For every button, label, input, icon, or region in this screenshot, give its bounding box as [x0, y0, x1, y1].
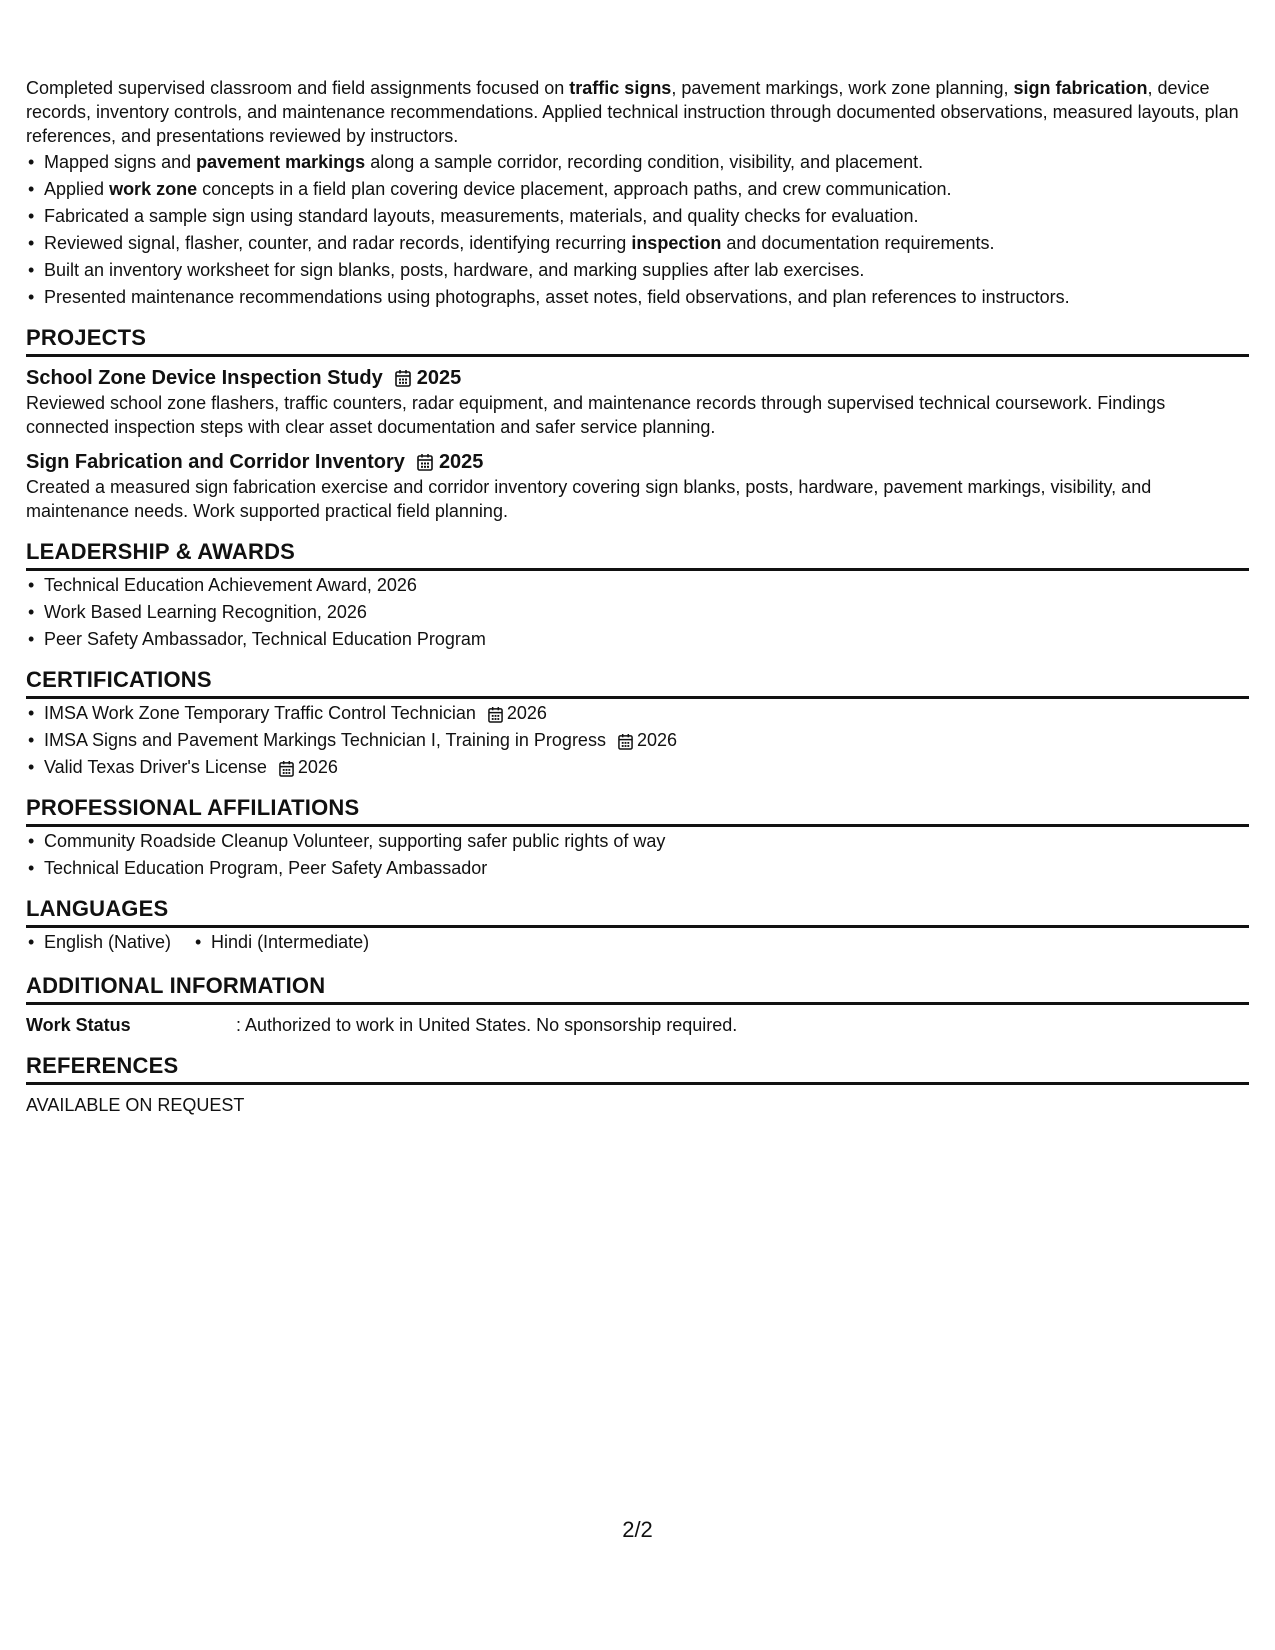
work-status-value: : Authorized to work in United States. No sponsorship required. — [236, 1015, 738, 1035]
list-item: • Technical Education Achievement Award, 2026 — [44, 573, 1249, 597]
text-run: Completed supervised classroom and field assignments focused on — [26, 78, 570, 98]
references-text: AVAILABLE ON REQUEST — [26, 1095, 245, 1115]
languages-section — [26, 896, 1249, 957]
list-item: • Peer Safety Ambassador, Technical Education Program — [44, 627, 1249, 651]
emphasized-text: sign fabrication — [1013, 78, 1148, 98]
text-run: Mapped signs and — [44, 152, 197, 172]
additional-info-section — [26, 973, 1249, 1037]
affiliations-heading: PROFESSIONAL AFFILIATIONS — [26, 795, 1249, 827]
text-run: concepts in a field plan covering device placement, approach paths, and crew communication. — [197, 179, 952, 199]
certifications-heading: CERTIFICATIONS — [26, 667, 1249, 699]
languages-list — [26, 930, 1249, 957]
experience-bullet — [44, 258, 1249, 282]
experience-summary — [26, 76, 1249, 148]
leadership-list — [26, 573, 1249, 651]
project-date: 2025 — [416, 367, 462, 389]
list-item: • English (Native) — [44, 930, 171, 954]
text-run: , pavement markings, work zone planning, — [671, 78, 1014, 98]
references-section — [26, 1053, 1249, 1117]
leadership-section — [26, 539, 1249, 651]
affiliations-list — [26, 829, 1249, 880]
project-title: Sign Fabrication and Corridor Inventory — [26, 451, 405, 473]
text-run: Presented maintenance recommendations using photographs, asset notes, field observations, and plan references to instructors. — [44, 287, 1070, 307]
list-item: • Technical Education Program, Peer Safety Ambassador — [44, 856, 1249, 880]
certification-date: 2026 — [636, 730, 677, 750]
experience-bullet — [44, 285, 1249, 309]
experience-bullet — [44, 204, 1249, 228]
certifications-list — [26, 701, 1249, 779]
certification-name: IMSA Signs and Pavement Markings Technician I, Training in Progress — [44, 730, 606, 750]
experience-bullet — [44, 150, 1249, 174]
list-item — [44, 701, 1249, 725]
emphasized-text: pavement markings — [196, 152, 366, 172]
leadership-heading: LEADERSHIP & AWARDS — [26, 539, 1249, 571]
languages-heading: LANGUAGES — [26, 896, 1249, 928]
text-run: Applied — [44, 179, 110, 199]
projects-heading: PROJECTS — [26, 325, 1249, 357]
project-title: School Zone Device Inspection Study — [26, 367, 383, 389]
list-item — [44, 755, 1249, 779]
list-item: • Hindi (Intermediate) — [211, 930, 369, 954]
list-item: • Work Based Learning Recognition, 2026 — [44, 600, 1249, 624]
work-status-row — [26, 1013, 1249, 1037]
project-description: Reviewed school zone flashers, traffic counters, radar equipment, and maintenance records through supervised technical coursework. Findings connected inspection steps with clear asset documentation and safer service planning. — [26, 393, 1166, 437]
page-indicator: 2/2 — [622, 1517, 653, 1542]
affiliations-section — [26, 795, 1249, 880]
text-run: Reviewed signal, flasher, counter, and radar records, identifying recurring — [44, 233, 632, 253]
certifications-section — [26, 667, 1249, 779]
calendar-icon — [279, 760, 294, 777]
list-item — [44, 728, 1249, 752]
emphasized-text: inspection — [631, 233, 722, 253]
references-heading: REFERENCES — [26, 1053, 1249, 1085]
list-item: • Community Roadside Cleanup Volunteer, supporting safer public rights of way — [44, 829, 1249, 853]
text-run: and documentation requirements. — [721, 233, 995, 253]
certification-date: 2026 — [297, 757, 338, 777]
experience-bullet — [44, 231, 1249, 255]
project-item — [26, 449, 1249, 523]
text-run: Fabricated a sample sign using standard layouts, measurements, materials, and quality checks for evaluation. — [44, 206, 919, 226]
emphasized-text: work zone — [109, 179, 198, 199]
work-status-label: Work Status — [26, 1015, 131, 1035]
project-description: Created a measured sign fabrication exercise and corridor inventory covering sign blanks, posts, hardware, pavement markings, visibility, and maintenance needs. Work supported practical field planning. — [26, 477, 1152, 521]
text-run: , device records, inventory controls, and maintenance recommendations. Applied technical instruction through documented observations, measured layouts, plan references, and presentations reviewed by instructors. — [26, 78, 1239, 146]
text-run: along a sample corridor, recording condition, visibility, and placement. — [365, 152, 924, 172]
calendar-icon — [395, 369, 411, 387]
text-run: Built an inventory worksheet for sign blanks, posts, hardware, and marking supplies after lab exercises. — [44, 260, 865, 280]
project-date: 2025 — [438, 451, 484, 473]
calendar-icon — [488, 706, 503, 723]
projects-section — [26, 325, 1249, 523]
certification-name: Valid Texas Driver's License — [44, 757, 267, 777]
project-item — [26, 365, 1249, 439]
experience-bullets — [26, 150, 1249, 309]
additional-info-heading: ADDITIONAL INFORMATION — [26, 973, 1249, 1005]
calendar-icon — [618, 733, 633, 750]
certification-name: IMSA Work Zone Temporary Traffic Control Technician — [44, 703, 476, 723]
calendar-icon — [417, 453, 433, 471]
certification-date: 2026 — [506, 703, 547, 723]
experience-bullet — [44, 177, 1249, 201]
emphasized-text: traffic signs — [569, 78, 672, 98]
